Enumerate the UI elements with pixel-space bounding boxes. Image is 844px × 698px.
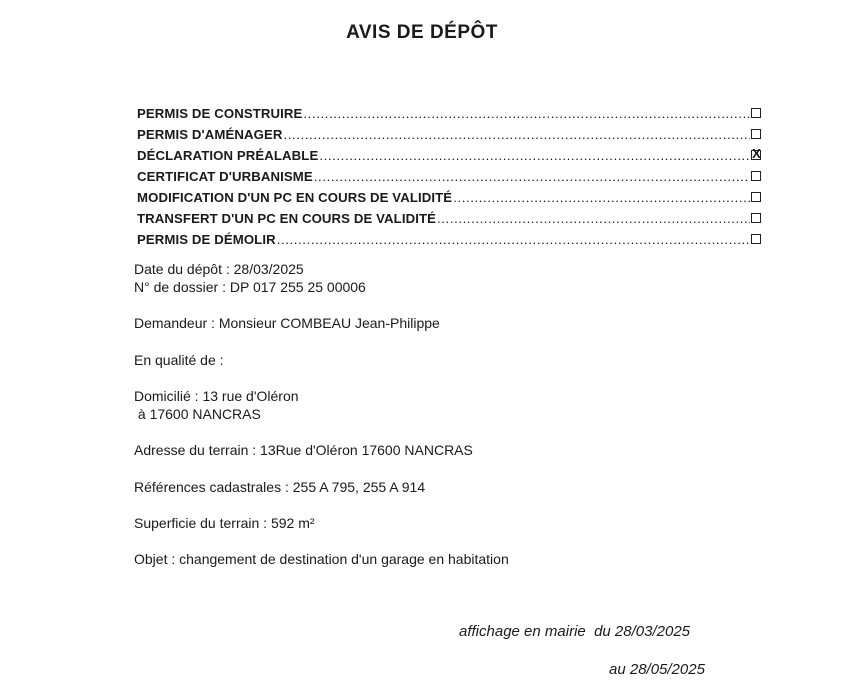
- option-label: PERMIS DE CONSTRUIRE: [137, 106, 303, 121]
- numero-dossier: N° de dossier : DP 017 255 25 00006: [134, 279, 366, 295]
- dot-leader: [303, 106, 750, 121]
- en-qualite-de: En qualité de :: [134, 352, 224, 368]
- affichage-from: affichage en mairie du 28/03/2025: [459, 623, 690, 640]
- references-cadastrales: Références cadastrales : 255 A 795, 255 A 914: [134, 479, 426, 495]
- dot-leader: [319, 148, 750, 163]
- checkbox: [751, 192, 761, 202]
- option-permis-de-demolir: [137, 226, 761, 247]
- document-title: AVIS DE DÉPÔT: [346, 22, 498, 43]
- dot-leader: [437, 211, 750, 226]
- option-permis-d-amenager: [137, 121, 761, 142]
- dot-leader: [314, 169, 750, 184]
- option-label: TRANSFERT D'UN PC EN COURS DE VALIDITÉ: [137, 211, 437, 226]
- option-label: PERMIS DE DÉMOLIR: [137, 232, 276, 247]
- option-label: PERMIS D'AMÉNAGER: [137, 127, 283, 142]
- checkbox-checked: [751, 146, 761, 161]
- authorization-type-list: [137, 100, 761, 247]
- checkbox: [751, 234, 761, 244]
- affichage-to: au 28/05/2025: [609, 661, 705, 678]
- domicile-line2: à 17600 NANCRAS: [134, 406, 261, 422]
- date-depot: Date du dépôt : 28/03/2025: [134, 261, 304, 277]
- check-x-icon: X: [752, 146, 761, 161]
- checkbox: [751, 171, 761, 181]
- dot-leader: [284, 127, 750, 142]
- objet: Objet : changement de destination d'un garage en habitation: [134, 551, 509, 567]
- option-transfert-pc: [137, 205, 761, 226]
- checkbox: [751, 213, 761, 223]
- adresse-terrain: Adresse du terrain : 13Rue d'Oléron 17600 NANCRAS: [134, 442, 473, 458]
- option-declaration-prealable: [137, 142, 761, 163]
- option-permis-de-construire: [137, 100, 761, 121]
- dot-leader: [453, 190, 750, 205]
- checkbox: [751, 129, 761, 139]
- demandeur: Demandeur : Monsieur COMBEAU Jean-Philippe: [134, 315, 440, 331]
- option-label: DÉCLARATION PRÉALABLE: [137, 148, 319, 163]
- option-modification-pc: [137, 184, 761, 205]
- superficie-terrain: Superficie du terrain : 592 m²: [134, 515, 315, 531]
- dot-leader: [277, 232, 750, 247]
- checkbox: [751, 108, 761, 118]
- option-label: MODIFICATION D'UN PC EN COURS DE VALIDITÉ: [137, 190, 453, 205]
- option-label: CERTIFICAT D'URBANISME: [137, 169, 313, 184]
- option-certificat-d-urbanisme: [137, 163, 761, 184]
- domicile-line1: Domicilié : 13 rue d'Oléron: [134, 388, 299, 404]
